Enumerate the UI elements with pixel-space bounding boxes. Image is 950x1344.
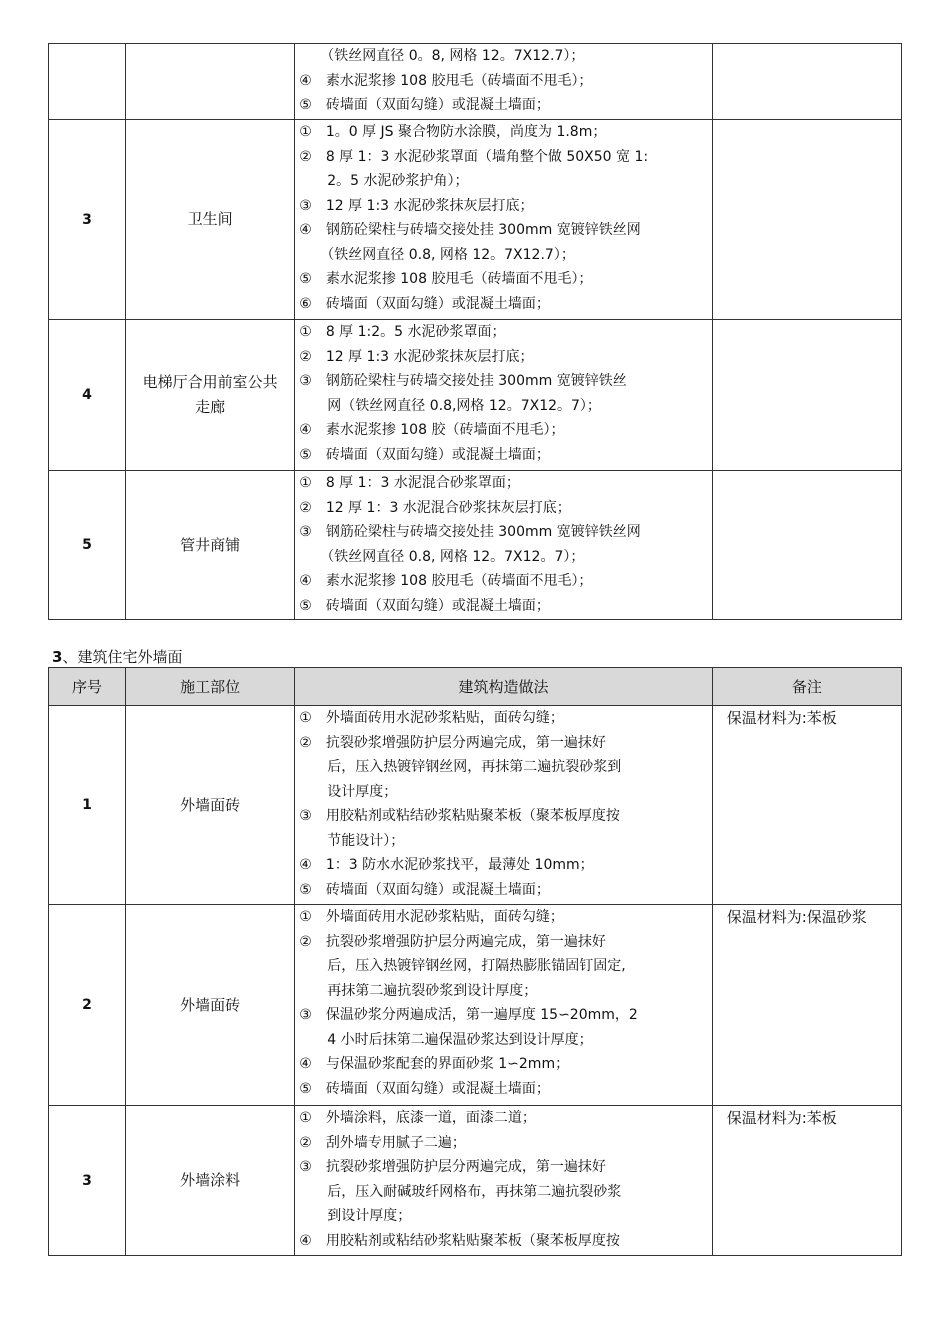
table-row <box>49 905 902 1106</box>
remarks: 保温材料为:苯板 <box>712 706 901 905</box>
row-number: 2 <box>49 905 126 1106</box>
construction-part: 外墙涂料 <box>126 1106 295 1256</box>
remarks <box>712 471 901 620</box>
row-number: 3 <box>49 120 126 320</box>
row-number: 1 <box>49 706 126 905</box>
header-number: 序号 <box>49 668 126 706</box>
construction-method: ① 外墙涂料，底漆一道，面漆二道； ② 刮外墙专用腻子二遍； ③ 抗裂砂浆增强防护层分两遍完成，第一遍抹好 后，压入耐碱玻纤网格布，再抹第二遍抗裂砂浆 到设计厚度； ④ 用胶粘剂或粘结砂浆粘贴聚苯板（聚苯板厚度按 <box>295 1106 712 1256</box>
construction-method: （铁丝网直径 0。8, 网格 12。7Χ12.7）； ④ 素水泥浆掺 108 胶甩毛（砖墙面不甩毛）； ⑤ 砖墙面（双面勾缝）或混凝土墙面； <box>295 44 712 120</box>
header-part: 施工部位 <box>126 668 295 706</box>
interior-wall-table <box>48 43 902 620</box>
row-number: 4 <box>49 320 126 471</box>
construction-part: 电梯厅合用前室公共 走廊 <box>126 320 295 471</box>
remarks <box>712 44 901 120</box>
remarks <box>712 320 901 471</box>
row-number <box>49 44 126 120</box>
construction-method: ① 8 厚 1：3 水泥混合砂浆罩面； ② 12 厚 1：3 水泥混合砂浆抹灰层打底； ③ 钢筋砼梁柱与砖墙交接处挂 300mm 宽镀锌铁丝网 （铁丝网直径 0.8, 网格 12。7Χ12。7）； ④ 素水泥浆掺 108 胶甩毛（砖墙面不甩毛）； ⑤ 砖墙面（双面勾缝）或混凝土墙面； <box>295 471 712 620</box>
table-row <box>49 44 902 120</box>
remarks: 保温材料为:保温砂浆 <box>712 905 901 1106</box>
section-title: 、建筑住宅外墙面 <box>62 648 183 666</box>
section-heading <box>52 646 182 668</box>
header-method: 建筑构造做法 <box>295 668 712 706</box>
construction-part: 外墙面砖 <box>126 905 295 1106</box>
table-row <box>49 320 902 471</box>
row-number: 3 <box>49 1106 126 1256</box>
remarks <box>712 120 901 320</box>
construction-part: 管井商铺 <box>126 471 295 620</box>
construction-method: ① 8 厚 1:2。5 水泥砂浆罩面； ② 12 厚 1:3 水泥砂浆抹灰层打底； ③ 钢筋砼梁柱与砖墙交接处挂 300mm 宽镀锌铁丝 网（铁丝网直径 0.8,网格 12。7Χ12。7）； ④ 素水泥浆掺 108 胶（砖墙面不甩毛）； ⑤ 砖墙面（双面勾缝）或混凝土墙面； <box>295 320 712 471</box>
table-row <box>49 706 902 905</box>
construction-method: ① 外墙面砖用水泥砂浆粘贴，面砖勾缝； ② 抗裂砂浆增强防护层分两遍完成，第一遍抹好 后，压入热镀锌钢丝网，打隔热膨胀锚固钉固定, 再抹第二遍抗裂砂浆到设计厚度； ③ 保温砂浆分两遍成活，第一遍厚度 15∽20mm，2 4 小时后抹第二遍保温砂浆达到设计厚度； ④ 与保温砂浆配套的界面砂浆 1∽2mm； ⑤ 砖墙面（双面勾缝）或混凝土墙面； <box>295 905 712 1106</box>
construction-part <box>126 44 295 120</box>
table-row <box>49 471 902 620</box>
table-row <box>49 120 902 320</box>
construction-method: ① 1。0 厚 JS 聚合物防水涂膜，尚度为 1.8m； ② 8 厚 1：3 水泥砂浆罩面（墙角整个做 50Χ50 宽 1: 2。5 水泥砂浆护角）； ③ 12 厚 1:3 水泥砂浆抹灰层打底； ④ 钢筋砼梁柱与砖墙交接处挂 300mm 宽镀锌铁丝网 （铁丝网直径 0.8, 网格 12。7Χ12.7）； ⑤ 素水泥浆掺 108 胶甩毛（砖墙面不甩毛）； ⑥ 砖墙面（双面勾缝）或混凝土墙面； <box>295 120 712 320</box>
section-number: 3 <box>52 648 63 666</box>
construction-part: 卫生间 <box>126 120 295 320</box>
table-row <box>49 1106 902 1256</box>
header-remarks: 备注 <box>712 668 901 706</box>
row-number: 5 <box>49 471 126 620</box>
table-header-row <box>49 668 902 706</box>
construction-method: ① 外墙面砖用水泥砂浆粘贴，面砖勾缝； ② 抗裂砂浆增强防护层分两遍完成，第一遍抹好 后，压入热镀锌钢丝网，再抹第二遍抗裂砂浆到 设计厚度； ③ 用胶粘剂或粘结砂浆粘贴聚苯板（聚苯板厚度按 节能设计）； ④ 1：3 防水水泥砂浆找平，最薄处 10mm； ⑤ 砖墙面（双面勾缝）或混凝土墙面； <box>295 706 712 905</box>
remarks: 保温材料为:苯板 <box>712 1106 901 1256</box>
exterior-wall-table <box>48 667 902 1256</box>
construction-part: 外墙面砖 <box>126 706 295 905</box>
